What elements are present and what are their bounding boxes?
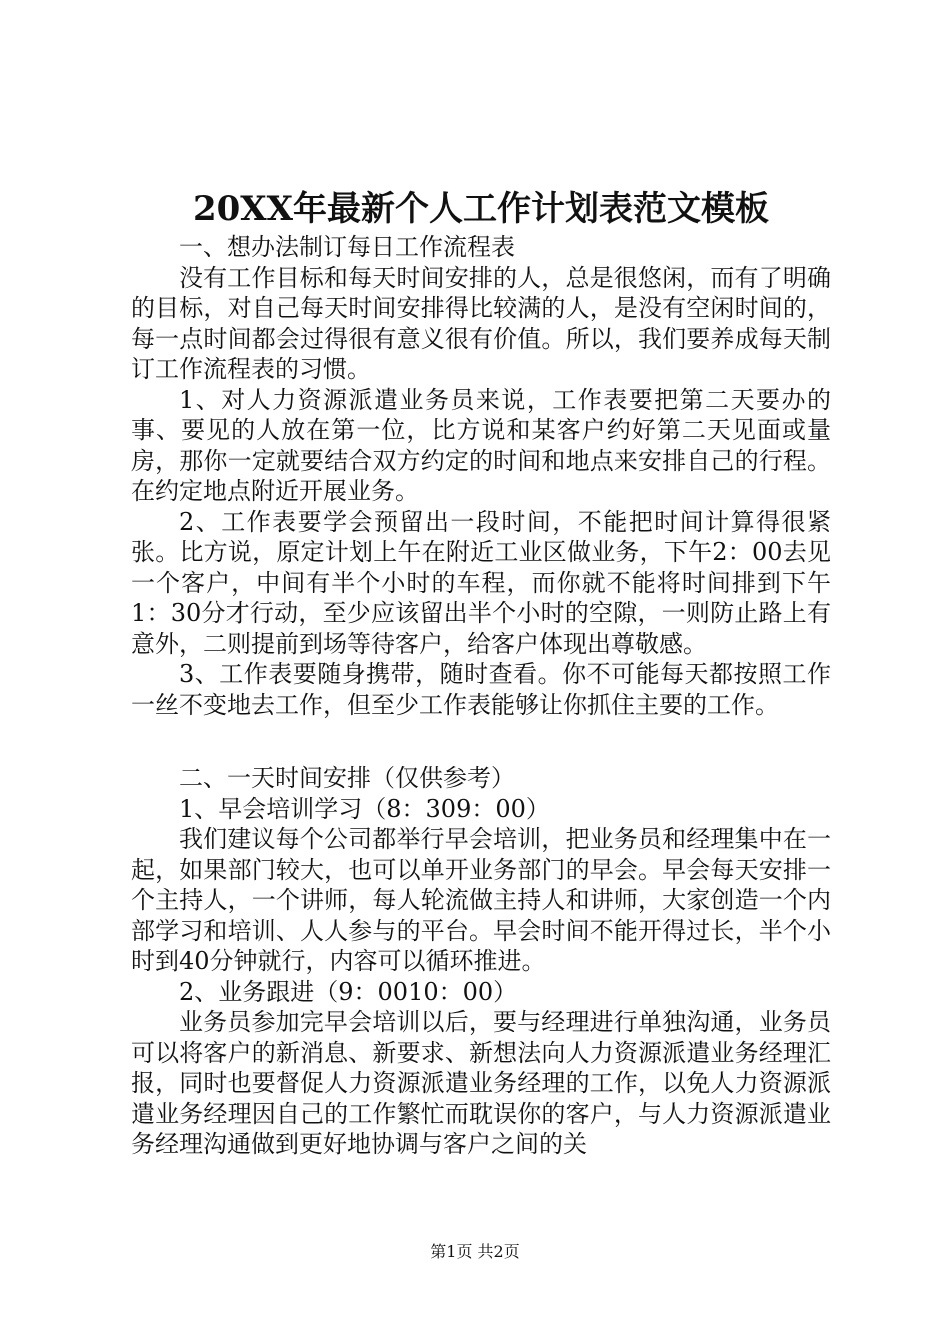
subheading-morning-training: 1、早会培训学习（8：309：00）	[179, 794, 550, 823]
section-heading-2: 二、一天时间安排（仅供参考）	[179, 764, 515, 792]
document-page	[131, 0, 831, 1344]
section-heading-1: 一、想办法制订每日工作流程表	[179, 233, 515, 261]
document-body	[131, 232, 831, 1160]
document-title: 20XX年最新个人工作计划表范文模板	[192, 189, 770, 229]
paragraph-item-1: 1、对人力资源派遣业务员来说，工作表要把第二天要办的事、要见的人放在第一位，比方说和某客户约好第二天见面或量房，那你一定就要结合双方约定的时间和地点来安排自己的行程。在约定地点附近开展业务。	[131, 385, 831, 505]
paragraph-morning-training: 我们建议每个公司都举行早会培训，把业务员和经理集中在一起，如果部门较大，也可以单开业务部门的早会。早会每天安排一个主持人，一个讲师，每人轮流做主持人和讲师，大家创造一个内部学习和培训、人人参与的平台。早会时间不能开得过长，半个小时到40分钟就行，内容可以循环推进。	[131, 825, 831, 975]
paragraph-item-2: 2、工作表要学会预留出一段时间，不能把时间计算得很紧张。比方说，原定计划上午在附近工业区做业务，下午2：00去见一个客户，中间有半个小时的车程，而你就不能将时间排到下午1：30分才行动，至少应该留出半个小时的空隙，一则防止路上有意外，二则提前到场等待客户，给客户体现出尊敬感。	[131, 507, 831, 658]
paragraph-intro: 没有工作目标和每天时间安排的人，总是很悠闲，而有了明确的目标，对自己每天时间安排得比较满的人，是没有空闲时间的，每一点时间都会过得很有意义很有价值。所以，我们要养成每天制订工作流程表的习惯。	[131, 263, 831, 383]
subheading-business-followup: 2、业务跟进（9：0010：00）	[179, 977, 518, 1006]
paragraph-item-3: 3、工作表要随身携带，随时查看。你不可能每天都按照工作一丝不变地去工作，但至少工作表能够让你抓住主要的工作。	[131, 660, 831, 719]
paragraph-business-followup: 业务员参加完早会培训以后，要与经理进行单独沟通，业务员可以将客户的新消息、新要求、新想法向人力资源派遣业务经理汇报，同时也要督促人力资源派遣业务经理的工作，以免人力资源派遣业务经理因自己的工作繁忙而耽误你的客户，与人力资源派遣业务经理沟通做到更好地协调与客户之间的关	[131, 1008, 831, 1158]
page-footer: 第1页 共2页	[430, 1242, 520, 1261]
section-spacer	[131, 720, 831, 763]
